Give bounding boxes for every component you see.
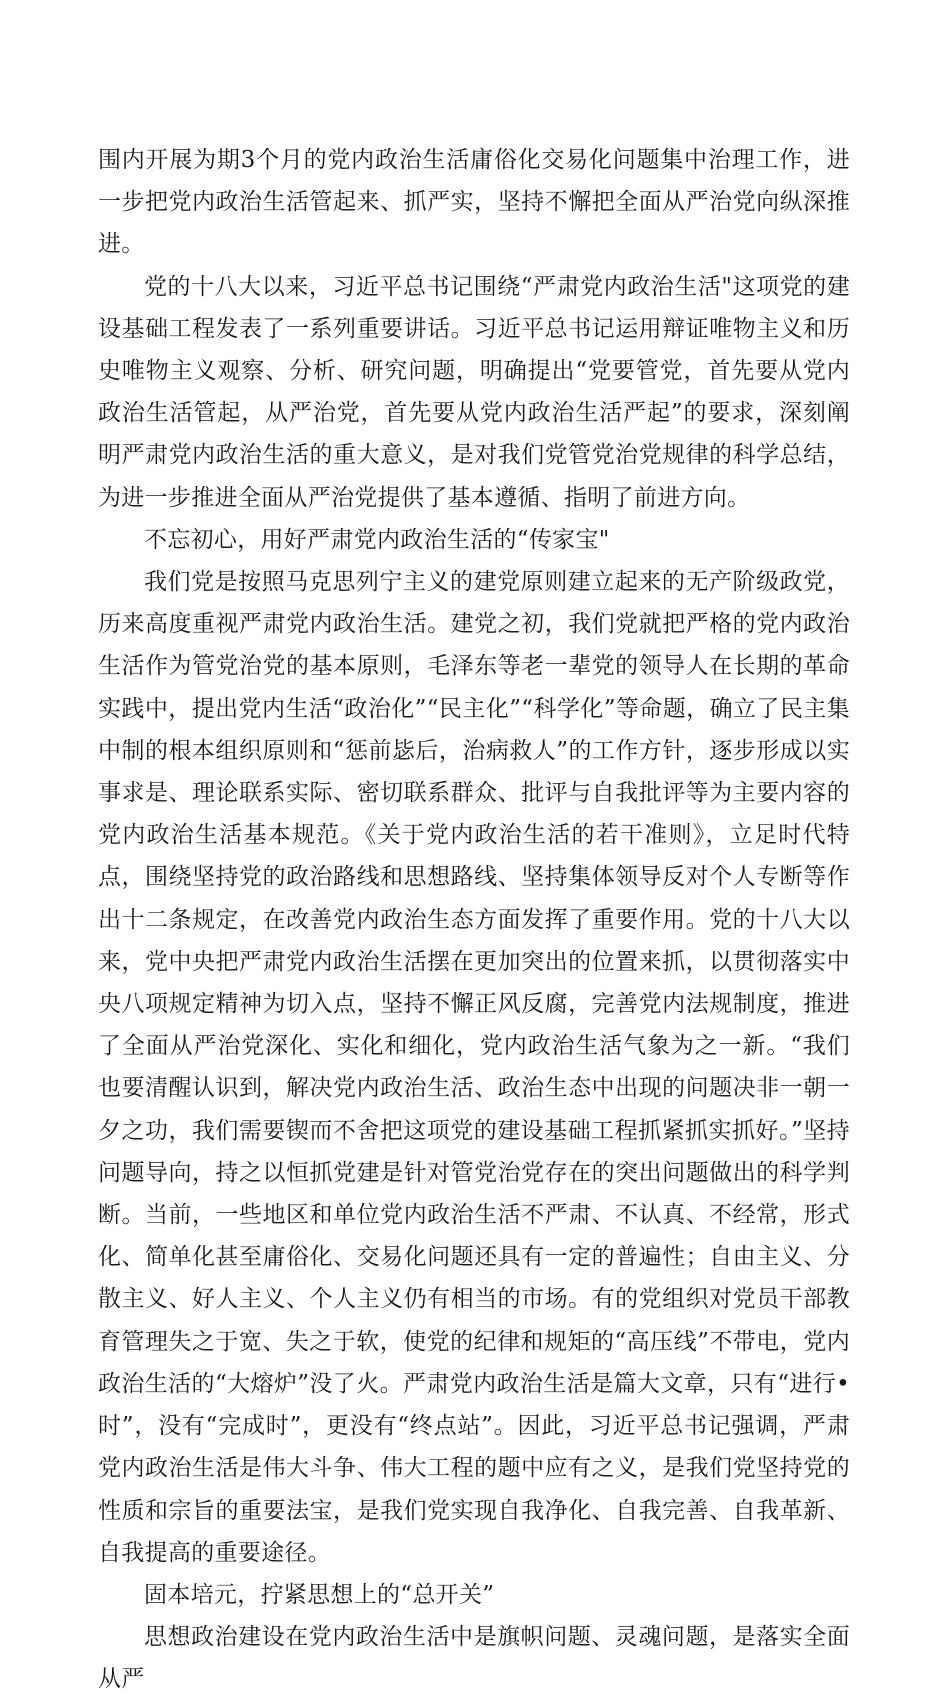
paragraph-body: 党的十八大以来，习近平总书记围绕“严肃党内政治生活"这项党的建设基础工程发表了一系列重要讲话。习近平总书记运用辩证唯物主义和历史唯物主义观察、分析、研究问题，明确提出“党要管党，首先要从党内政治生活管起，从严治党，首先要从党内政治生活严起”的要求，深刻阐明严肃党内政治生活的重大意义，是对我们党管党治党规律的科学总结，为进一步推进全面从严治党提供了基本遵循、指明了前进方向。 xyxy=(98,273,850,511)
section-heading: 不忘初心，用好严肃党内政治生活的“传家宝" xyxy=(144,526,610,553)
paragraph-body: 我们党是按照马克思列宁主义的建党原则建立起来的无产阶级政党，历来高度重视严肃党内政治生活。建党之初，我们党就把严格的党内政治生活作为管党治党的基本原则，毛泽东等老一辈党的领导人在长期的革命实践中，提出党内生活“政治化”“民主化”“科学化”等命题，确立了民主集中制的根本组织原则和“惩前毖后，治病救人”的工作方针，逐步形成以实事求是、理论联系实际、密切联系群众、批评与自我批评等为主要内容的党内政治生活基本规范。《关于党内政治生活的若干准则》，立足时代特点，围绕坚持党的政治路线和思想路线、坚持集体领导反对个人专断等作出十二条规定，在改善党内政治生态方面发挥了重要作用。党的十八大以来，党中央把严肃党内政治生活摆在更加突出的位置来抓，以贯彻落实中央八项规定精神为切入点，坚持不懈正风反腐，完善党内法规制度，推进了全面从严治党深化、实化和细化，党内政治生活气象为之一新。“我们也要清醒认识到，解决党内政治生活、政治生态中出现的问题决非一朝一夕之功，我们需要锲而不舍把这项党的建设基础工程抓紧抓实抓好。”坚持问题导向，持之以恒抓党建是针对管党治党存在的突出问题做出的科学判断。当前，一些地区和单位党内政治生活不严肃、不认真、不经常，形式化、简单化甚至庸俗化、交易化问题还具有一定的普遍性；自由主义、分散主义、好人主义、个人主义仍有相当的市场。有的党组织对党员干部教育管理失之于宽、失之于软，使党的纪律和规矩的“高压线”不带电，党内政治生活的“大熔炉”没了火。严肃党内政治生活是篇大文章，只有“进行•时”，没有“完成时”，更没有“终点站”。因此，习近平总书记强调，严肃党内政治生活是伟大斗争、伟大工程的题中应有之义，是我们党坚持党的性质和宗旨的重要法宝，是我们党实现自我净化、自我完善、自我革新、自我提高的重要途径。 xyxy=(98,569,850,1566)
paragraph-continuation: 围内开展为期3个月的党内政治生活庸俗化交易化问题集中治理工作，进一步把党内政治生活管起来、抓严实，坚持不懈把全面从严治党向纵深推进。 xyxy=(98,147,850,258)
section-heading: 固本培元，拧紧思想上的“总开关” xyxy=(144,1581,495,1608)
document-body xyxy=(98,139,850,1701)
paragraph-body: 思想政治建设在党内政治生活中是旗帜问题、灵魂问题，是落实全面从严 xyxy=(98,1624,850,1693)
